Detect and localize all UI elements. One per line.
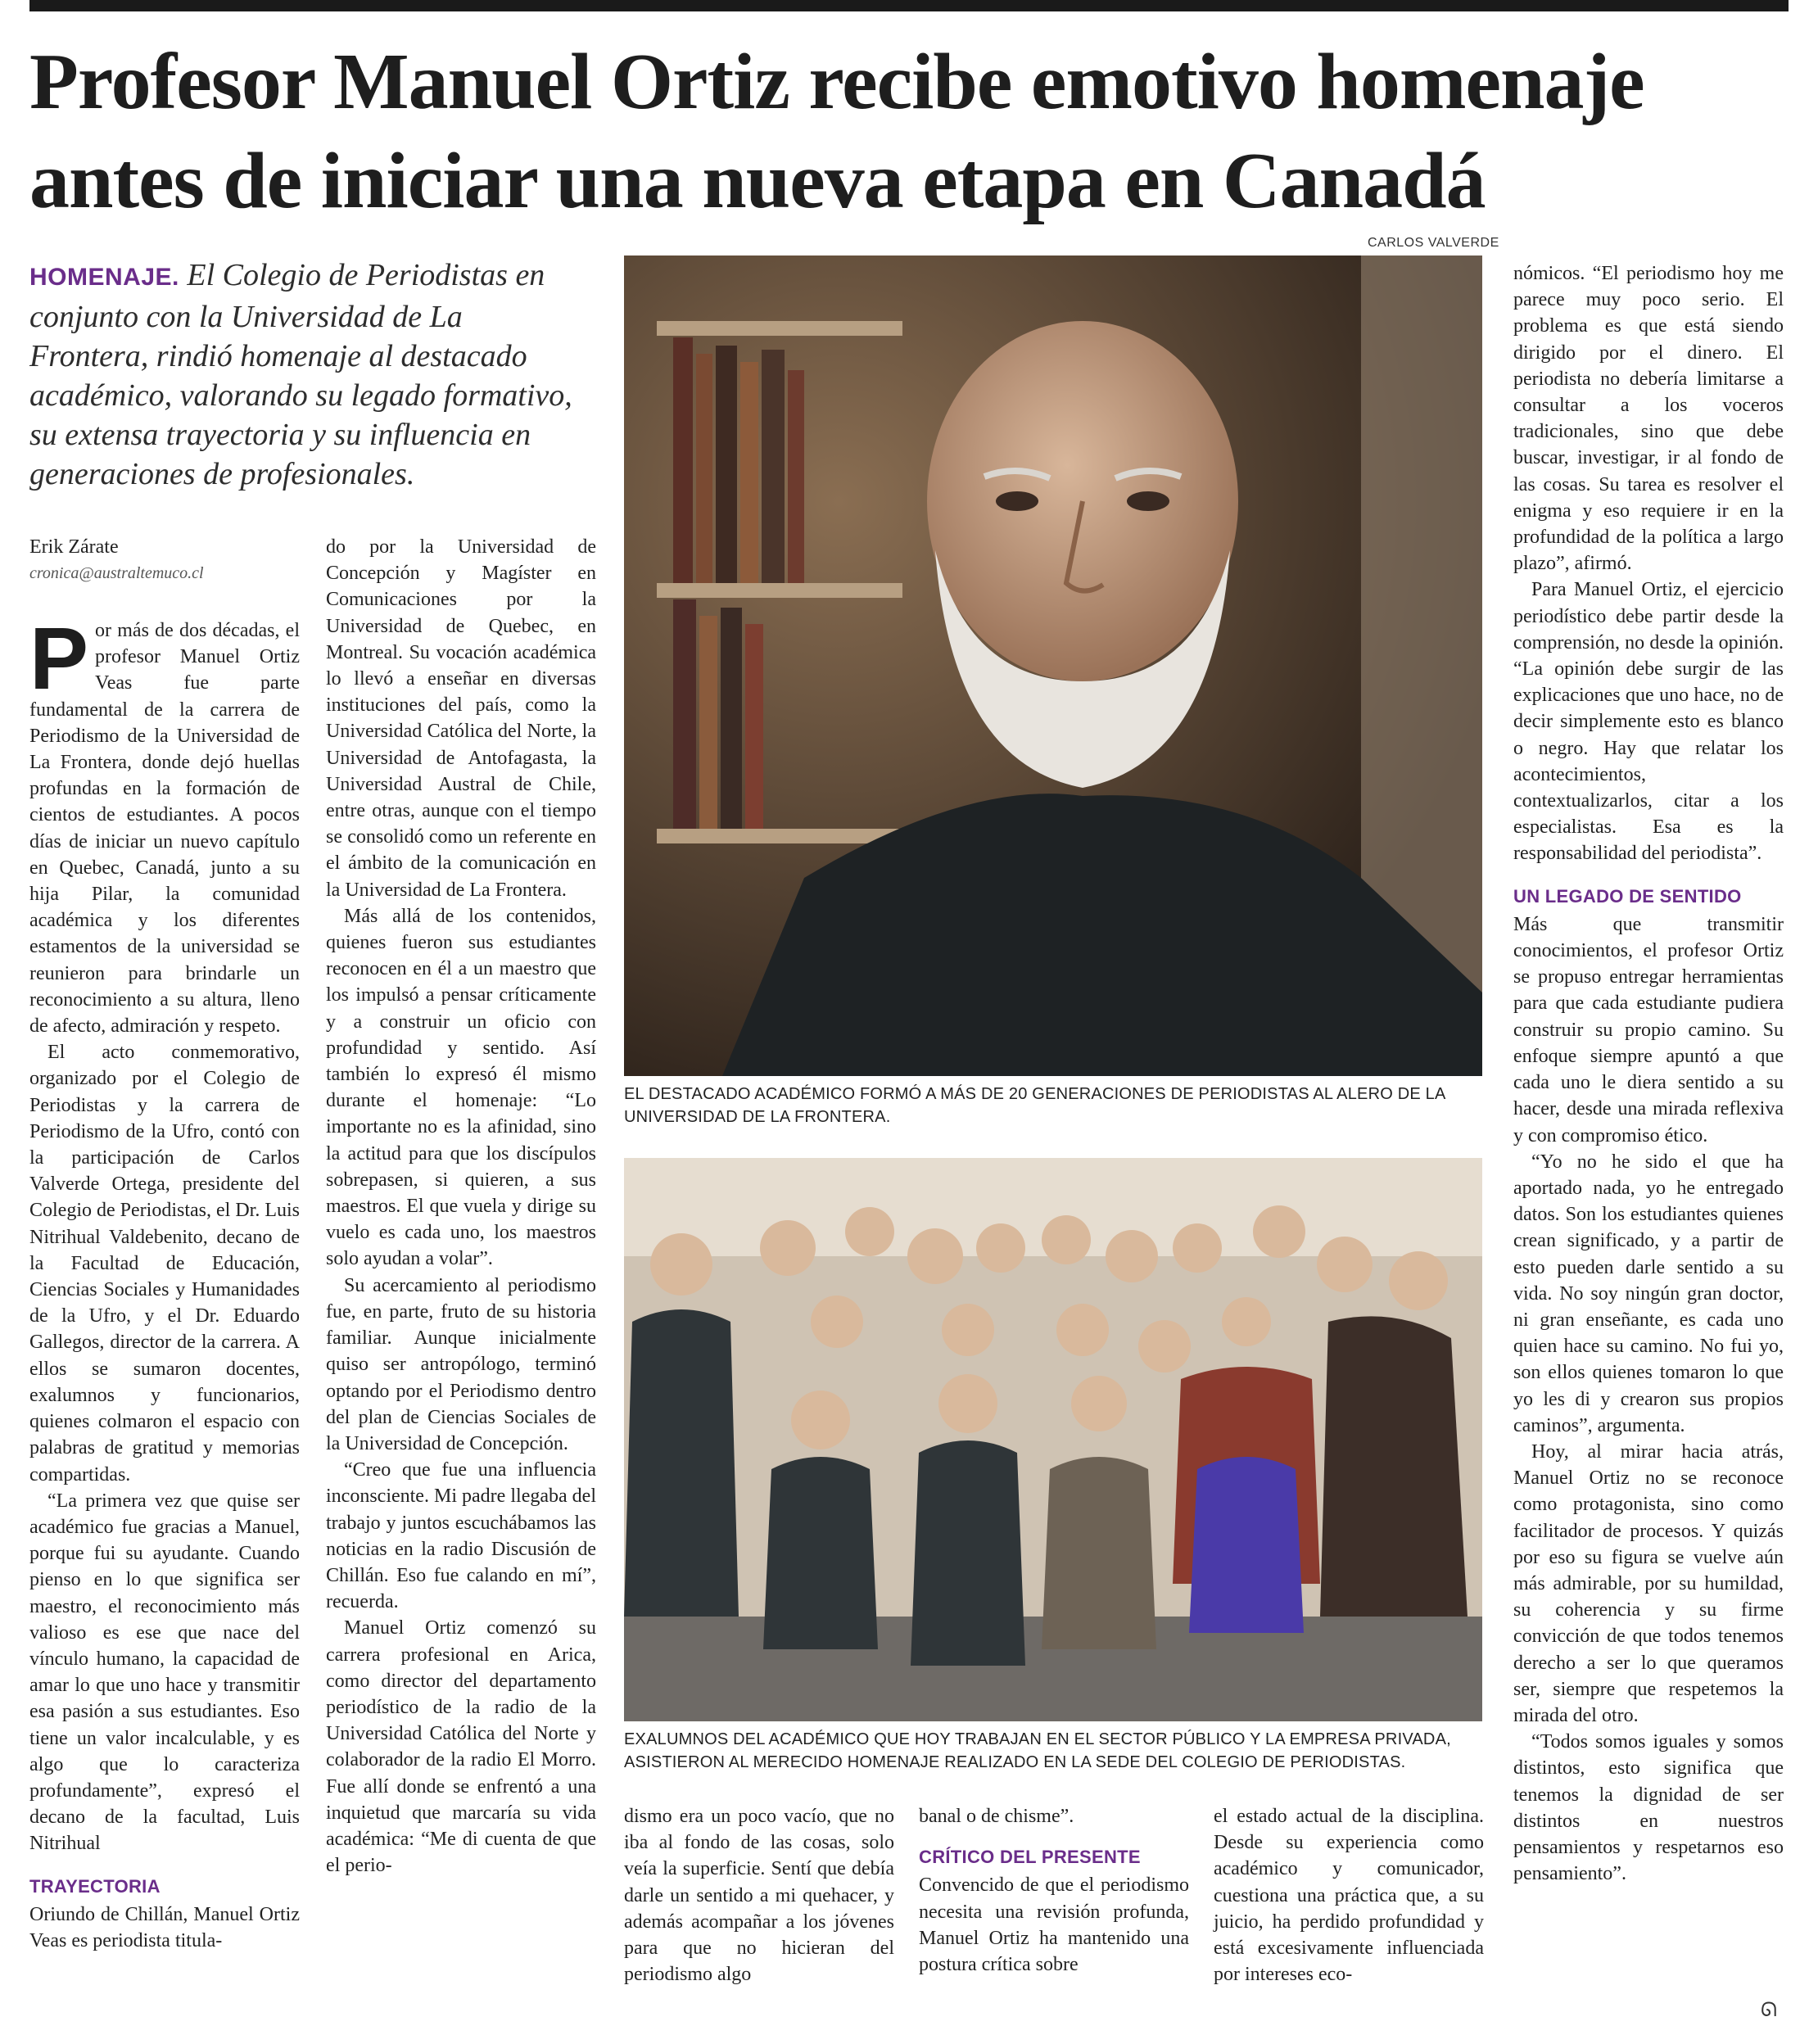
- body-paragraph: Hoy, al mirar hacia atrás, Manuel Ortiz no se reconoce como protagonista, sino como facilitador de procesos. Y quizás por eso su figura se vuelve aún más admirable, por su humildad, su coherencia y su firme convicción de que todos tenemos derecho a ser lo que queramos ser, siempre que respetemos la mirada del otro.: [1513, 1440, 1784, 1726]
- text-column-5: [1214, 1803, 1484, 1987]
- portrait-photo: [624, 256, 1482, 1076]
- body-paragraph: do por la Universidad de Concepción y Magíster en Comunicaciones por la Universidad de Quebec, en Montreal. Su vocación académica lo llevó a enseñar en diversas instituciones del país, como la Universidad Católica del Norte, la Universidad de Antofagasta, la Universidad Austral de Chile, entre otras, aunque con el tiempo se consolidó como un referente en el ámbito de la comunicación en la Universidad de La Frontera.: [326, 536, 596, 901]
- body-paragraph: dismo era un poco vacío, que no iba al fondo de las cosas, solo veía la superficie. Sentí que debía darle un sentido a mi quehacer, y además acompañar a los jóvenes para que no hicieran del periodismo algo: [624, 1806, 894, 1986]
- body-paragraph: “Todos somos iguales y somos distintos, esto significa que tenemos la dignidad de ser distintos en nuestros pensamientos y respetarnos eso pensamiento”.: [1513, 1731, 1784, 1885]
- body-paragraph: Oriundo de Chillán, Manuel Ortiz Veas es periodista titula-: [29, 1903, 300, 1951]
- top-rule: [29, 0, 1789, 11]
- body-paragraph: “Yo no he sido el que ha aportado nada, yo he entregado datos. Son los estudiantes quienes crean significado, y a partir de esto pueden darle sentido a su vida. No soy ningún gran doctor, ni gran enseñante, es cada uno quien hace su camino. No fui yo, son ellos quienes tomaron lo que yo les di y crearon sus propios caminos”, argumenta.: [1513, 1151, 1784, 1436]
- portrait-illustration: [624, 256, 1482, 1076]
- body-paragraph: nómicos. “El periodismo hoy me parece muy poco serio. El problema es que está siendo dirigido por el dinero. El periodista no debería limitarse a consultar a los voceros tradicionales, sino que debe buscar, investigar, ir al fondo de las cosas. Su tarea es resolver el enigma y eso requiere ir en la profundidad de la política a largo plazo”, afirmó.: [1513, 263, 1784, 575]
- text-column-4: [919, 1803, 1189, 1978]
- text-column-6: [1513, 260, 1784, 1887]
- portrait-caption: EL DESTACADO ACADÉMICO FORMÓ A MÁS DE 20 GENERACIONES DE PERIODISTAS AL ALERO DE LA UNIVERSIDAD DE LA FRONTERA.: [624, 1085, 1445, 1126]
- body-paragraph: Convencido de que el periodismo necesita una revisión profunda, Manuel Ortiz ha mantenido una postura crítica sobre: [919, 1874, 1189, 1976]
- body-paragraph: El acto conmemorativo, organizado por el Colegio de Periodistas y la carrera de Periodismo de la Ufro, contó con la participación de Carlos Valverde Ortega, presidente del Colegio de Periodistas, el Dr. Luis Nitrihual Valdebenito, decano de la Facultad de Educación, Ciencias Sociales y Humanidades de la Ufro, y el Dr. Eduardo Gallegos, director de la carrera. A ellos se sumaron docentes, exalumnos y funcionarios, quienes colmaron el espacio con palabras de gratitud y memorias compartidas.: [29, 1042, 300, 1486]
- lead-kicker: HOMENAJE.: [29, 264, 179, 291]
- text-column-1: [29, 608, 300, 1954]
- byline: [29, 534, 300, 586]
- group-caption: EXALUMNOS DEL ACADÉMICO QUE HOY TRABAJAN EN EL SECTOR PÚBLICO Y LA EMPRESA PRIVADA, ASISTIERON AL MERECIDO HOMENAJE REALIZADO EN LA SEDE DEL COLEGIO DE PERIODISTAS.: [624, 1730, 1451, 1771]
- body-paragraph: Más que transmitir conocimientos, el profesor Ortiz se propuso entregar herramientas para que cada estudiante pudiera construir su propio camino. Su enfoque siempre apuntó a que cada uno le diera sentido a su hacer, desde una mirada reflexiva y con compromiso ético.: [1513, 913, 1784, 1146]
- byline-author: Erik Zárate: [29, 536, 119, 558]
- section-subhead: CRÍTICO DEL PRESENTE: [919, 1847, 1141, 1868]
- body-paragraph: Su acercamiento al periodismo fue, en parte, fruto de su historia familiar. Aunque inicialmente quiso ser antropólogo, terminó optando por el Periodismo dentro del plan de Ciencias Sociales de la Universidad de Concepción.: [326, 1274, 596, 1454]
- group-photo: [624, 1158, 1482, 1721]
- lead-text: El Colegio de Periodistas en conjunto con la Universidad de La Frontera, rindió homenaje al destacado académico, valorando su legado formativo, su extensa trayectoria y su influencia en generaciones de profesionales.: [29, 258, 572, 491]
- body-paragraph: “Creo que fue una influencia inconsciente. Mi padre llegaba del trabajo y juntos escuchábamos las noticias en la radio Discusión de Chillán. Eso fue calando en mí”, recuerda.: [326, 1459, 596, 1613]
- body-paragraph: el estado actual de la disciplina. Desde su experiencia como académico y comunicador, cuestiona una práctica que, a su juicio, ha perdido profundidad y está excesivamente influenciada por intereses eco-: [1214, 1806, 1484, 1986]
- text-column-3: [624, 1803, 894, 1987]
- lead-paragraph: [29, 256, 586, 494]
- text-column-2: [326, 534, 596, 1879]
- body-paragraph: Manuel Ortiz comenzó su carrera profesional en Arica, como director del departamento periodístico de la radio de la Universidad Católica del Norte y colaborador de la radio El Morro. Fue allí donde se enfrentó a una inquietud que marcaría su vida académica: “Me di cuenta de que el perio-: [326, 1617, 596, 1877]
- photo-credit: CARLOS VALVERDE: [1368, 236, 1499, 250]
- drop-cap: P: [29, 608, 89, 708]
- body-paragraph: “La primera vez que quise ser académico fue gracias a Manuel, porque fui su ayudante. Cuando pienso en lo que significa ser maestro, el reconocimiento más valioso es ese que nace del vínculo humano, la capacidad de amar lo que uno hace y transmitir esa pasión a sus estudiantes. Eso tiene un valor incalculable, y es algo que lo caracteriza profundamente”, expresó el decano de la facultad, Luis Nitrihual: [29, 1490, 300, 1855]
- intro-paragraph: [29, 608, 300, 1039]
- body-paragraph: Más allá de los contenidos, quienes fueron sus estudiantes reconocen en él a un maestro que los impulsó a pensar críticamente y a construir un oficio con profundidad y sentido. Así también lo expresó él mismo durante el homenaje: “Lo importante no es la afinidad, sino la actitud para que los discípulos sobrepasen, si quieren, a sus maestros. El que vuela y dirige su vuelo es cada uno, los maestros solo ayudan a volar”.: [326, 905, 596, 1270]
- byline-email: cronica@australtemuco.cl: [29, 564, 204, 582]
- section-subhead: UN LEGADO DE SENTIDO: [1513, 885, 1742, 907]
- body-paragraph: banal o de chisme”.: [919, 1806, 1074, 1827]
- end-mark: ᘏ: [1761, 1998, 1777, 2021]
- headline: Profesor Manuel Ortiz recibe emotivo homenaje antes de iniciar una nueva etapa en Canadá: [29, 38, 1644, 225]
- group-illustration: [624, 1158, 1482, 1721]
- section-subhead: TRAYECTORIA: [29, 1875, 161, 1897]
- body-paragraph: Para Manuel Ortiz, el ejercicio periodístico debe partir desde la comprensión, no desde la opinión. “La opinión debe surgir de las explicaciones que uno hace, no de decir simplemente esto es blanco o negro. Hay que relatar los acontecimientos, contextualizarlos, citar a los especialistas. Esa es la responsabilidad del periodista”.: [1513, 579, 1784, 865]
- body-text: or más de dos décadas, el profesor Manuel Ortiz Veas fue parte fundamental de la carrera de Periodismo de la Universidad de La Frontera, donde dejó huellas profundas en la formación de cientos de estudiantes. A pocos días de iniciar un nuevo capítulo en Quebec, Canadá, junto a su hija Pilar, la comunidad académica y los diferentes estamentos de la universidad se reunieron para brindarle un reconocimiento a su altura, lleno de afecto, admiración y respeto.: [29, 620, 300, 1038]
